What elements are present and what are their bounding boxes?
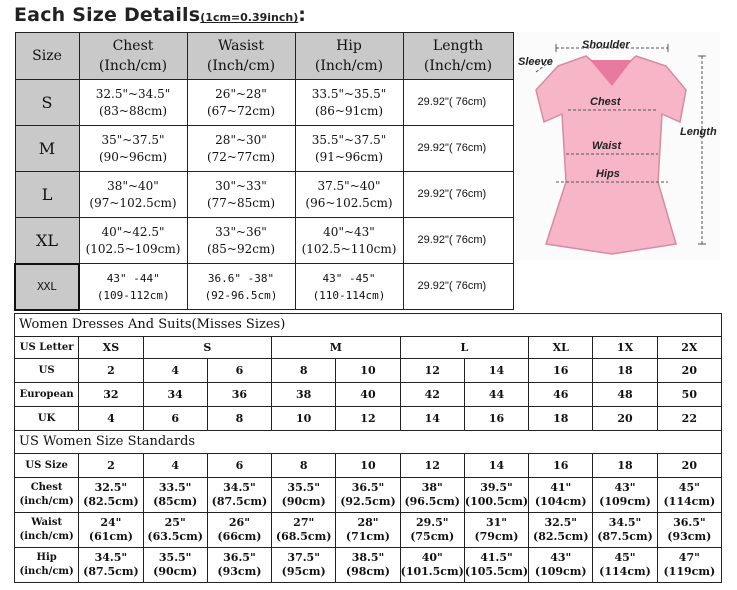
size-value: 14 [400,407,464,431]
chest-cell: 35"~37.5" (90~96cm) [79,126,187,172]
measure-cell: 36.5" (93cm) [207,548,271,583]
size-value: 48 [593,383,657,407]
size-value: 8 [272,359,336,383]
measure-cell: 32.5" (82.5cm) [79,478,143,513]
measure-cell: 45" (114cm) [593,548,657,583]
title-colon: : [298,4,306,26]
european-row [15,383,722,407]
dress-diagram [516,32,720,260]
length-cell: 29.92"( 76cm) [403,172,513,218]
measure-cell: 37.5" (95cm) [272,548,336,583]
size-value: 34 [143,383,207,407]
measure-cell: 26" (66cm) [207,513,271,548]
size-value: 42 [400,383,464,407]
row-label: US Size [15,454,79,478]
standards-section-title: US Women Size Standards [15,431,722,454]
measure-cell: 45" (114cm) [657,478,721,513]
letter-cell: M [272,337,401,359]
size-row-l [15,172,513,218]
size-cell: L [15,172,79,218]
label-chest: Chest [590,96,621,108]
size-value: 50 [657,383,721,407]
row-label: Hip (inch/cm) [15,548,79,583]
size-details-table [14,32,514,311]
us-letter-row [15,337,722,359]
size-value: 18 [593,359,657,383]
row-label: European [15,383,79,407]
size-value: 18 [593,454,657,478]
size-value: 8 [272,454,336,478]
letter-cell: XS [79,337,143,359]
header-length: Length (Inch/cm) [403,33,513,80]
measure-cell: 35.5" (90cm) [272,478,336,513]
length-cell: 29.92"( 76cm) [403,80,513,126]
measure-cell: 41.5" (105.5cm) [464,548,528,583]
waist-cell: 28"~30" (72~77cm) [187,126,295,172]
measure-cell: 25" (63.5cm) [143,513,207,548]
dress-shape [536,56,686,254]
size-row-m [15,126,513,172]
measure-cell: 27" (68.5cm) [272,513,336,548]
hip-cell: 37.5"~40" (96~102.5cm) [295,172,403,218]
size-value: 38 [272,383,336,407]
waist-cell: 36.6" -38" (92-96.5cm) [187,264,295,310]
size-value: 18 [529,407,593,431]
size-value: 22 [657,407,721,431]
measure-cell: 39.5" (100.5cm) [464,478,528,513]
size-value: 36 [207,383,271,407]
size-value: 4 [143,454,207,478]
size-cell: S [15,80,79,126]
length-cell: 29.92"( 76cm) [403,218,513,264]
size-value: 4 [79,407,143,431]
row-label: US [15,359,79,383]
us-row [15,359,722,383]
size-standards-table [14,313,722,583]
label-sleeve: Sleeve [518,56,553,68]
hip-cell: 40"~43" (102.5~110cm) [295,218,403,264]
size-value: 6 [207,359,271,383]
measure-cell: 32.5" (82.5cm) [529,513,593,548]
size-row-xxl [15,264,513,310]
measure-cell: 35.5" (90cm) [143,548,207,583]
size-value: 20 [593,407,657,431]
header-waist: Wasist (Inch/cm) [187,33,295,80]
size-value: 16 [529,359,593,383]
dresses-section-row [15,314,722,337]
size-row-xl [15,218,513,264]
size-value: 8 [207,407,271,431]
measure-cell: 43" (109cm) [529,548,593,583]
size-value: 6 [207,454,271,478]
length-cell: 29.92"( 76cm) [403,126,513,172]
chest-cell: 40"~42.5" (102.5~109cm) [79,218,187,264]
waist-cell: 30"~33" (77~85cm) [187,172,295,218]
size-value: 10 [336,359,400,383]
size-value: 44 [464,383,528,407]
size-value: 4 [143,359,207,383]
hip-cell: 33.5"~35.5" (86~91cm) [295,80,403,126]
header-size: Size [15,33,79,80]
hip-measure-row [15,548,722,583]
measure-cell: 38" (96.5cm) [400,478,464,513]
header-chest: Chest (Inch/cm) [79,33,187,80]
waist-cell: 33"~36" (85~92cm) [187,218,295,264]
measure-cell: 31" (79cm) [464,513,528,548]
chest-cell: 32.5"~34.5" (83~88cm) [79,80,187,126]
us-size-row [15,454,722,478]
measure-cell: 24" (61cm) [79,513,143,548]
measure-cell: 34.5" (87.5cm) [207,478,271,513]
waist-cell: 26"~28" (67~72cm) [187,80,295,126]
size-value: 20 [657,454,721,478]
header-hip: Hip (Inch/cm) [295,33,403,80]
size-value: 12 [400,359,464,383]
measure-cell: 40" (101.5cm) [400,548,464,583]
size-value: 20 [657,359,721,383]
measure-cell: 47" (119cm) [657,548,721,583]
waist-measure-row [15,513,722,548]
size-value: 2 [79,359,143,383]
page-title [14,4,306,30]
row-label: UK [15,407,79,431]
chest-cell: 38"~40" (97~102.5cm) [79,172,187,218]
row-label: Waist (inch/cm) [15,513,79,548]
measure-cell: 41" (104cm) [529,478,593,513]
hip-cell: 35.5"~37.5" (91~96cm) [295,126,403,172]
label-hips: Hips [596,168,620,180]
hip-cell: 43" -45" (110-114cm) [295,264,403,310]
measure-cell: 38.5" (98cm) [336,548,400,583]
measure-cell: 33.5" (85cm) [143,478,207,513]
measure-cell: 36.5" (92.5cm) [336,478,400,513]
size-value: 12 [336,407,400,431]
letter-cell: L [400,337,529,359]
uk-row [15,407,722,431]
size-value: 10 [272,407,336,431]
measure-cell: 36.5" (93cm) [657,513,721,548]
measure-cell: 43" (109cm) [593,478,657,513]
size-value: 16 [464,407,528,431]
letter-cell: 1X [593,337,657,359]
row-label: US Letter [15,337,79,359]
size-value: 32 [79,383,143,407]
size-value: 2 [79,454,143,478]
measure-cell: 34.5" (87.5cm) [79,548,143,583]
size-value: 6 [143,407,207,431]
length-cell: 29.92"( 76cm) [403,264,513,310]
letter-cell: S [143,337,272,359]
size-value: 12 [400,454,464,478]
size-value: 16 [529,454,593,478]
dresses-section-title: Women Dresses And Suits(Misses Sizes) [15,314,722,337]
title-main: Each Size Details [14,4,201,26]
size-value: 40 [336,383,400,407]
label-waist: Waist [592,140,622,152]
size-value: 14 [464,359,528,383]
title-conversion: (1cm=0.39inch) [200,11,299,24]
size-cell: M [15,126,79,172]
size-value: 10 [336,454,400,478]
letter-cell: 2X [657,337,721,359]
size-cell: XL [15,218,79,264]
size-value: 14 [464,454,528,478]
letter-cell: XL [529,337,593,359]
size-cell: XXL [15,264,79,310]
measure-cell: 34.5" (87.5cm) [593,513,657,548]
size-value: 46 [529,383,593,407]
label-length: Length [680,126,717,138]
measure-cell: 28" (71cm) [336,513,400,548]
size-row-s [15,80,513,126]
label-shoulder: Shoulder [582,39,630,51]
chest-measure-row [15,478,722,513]
row-label: Chest (inch/cm) [15,478,79,513]
chest-cell: 43" -44" (109-112cm) [79,264,187,310]
size-table-header-row [15,33,513,80]
standards-section-row [15,431,722,454]
measure-cell: 29.5" (75cm) [400,513,464,548]
